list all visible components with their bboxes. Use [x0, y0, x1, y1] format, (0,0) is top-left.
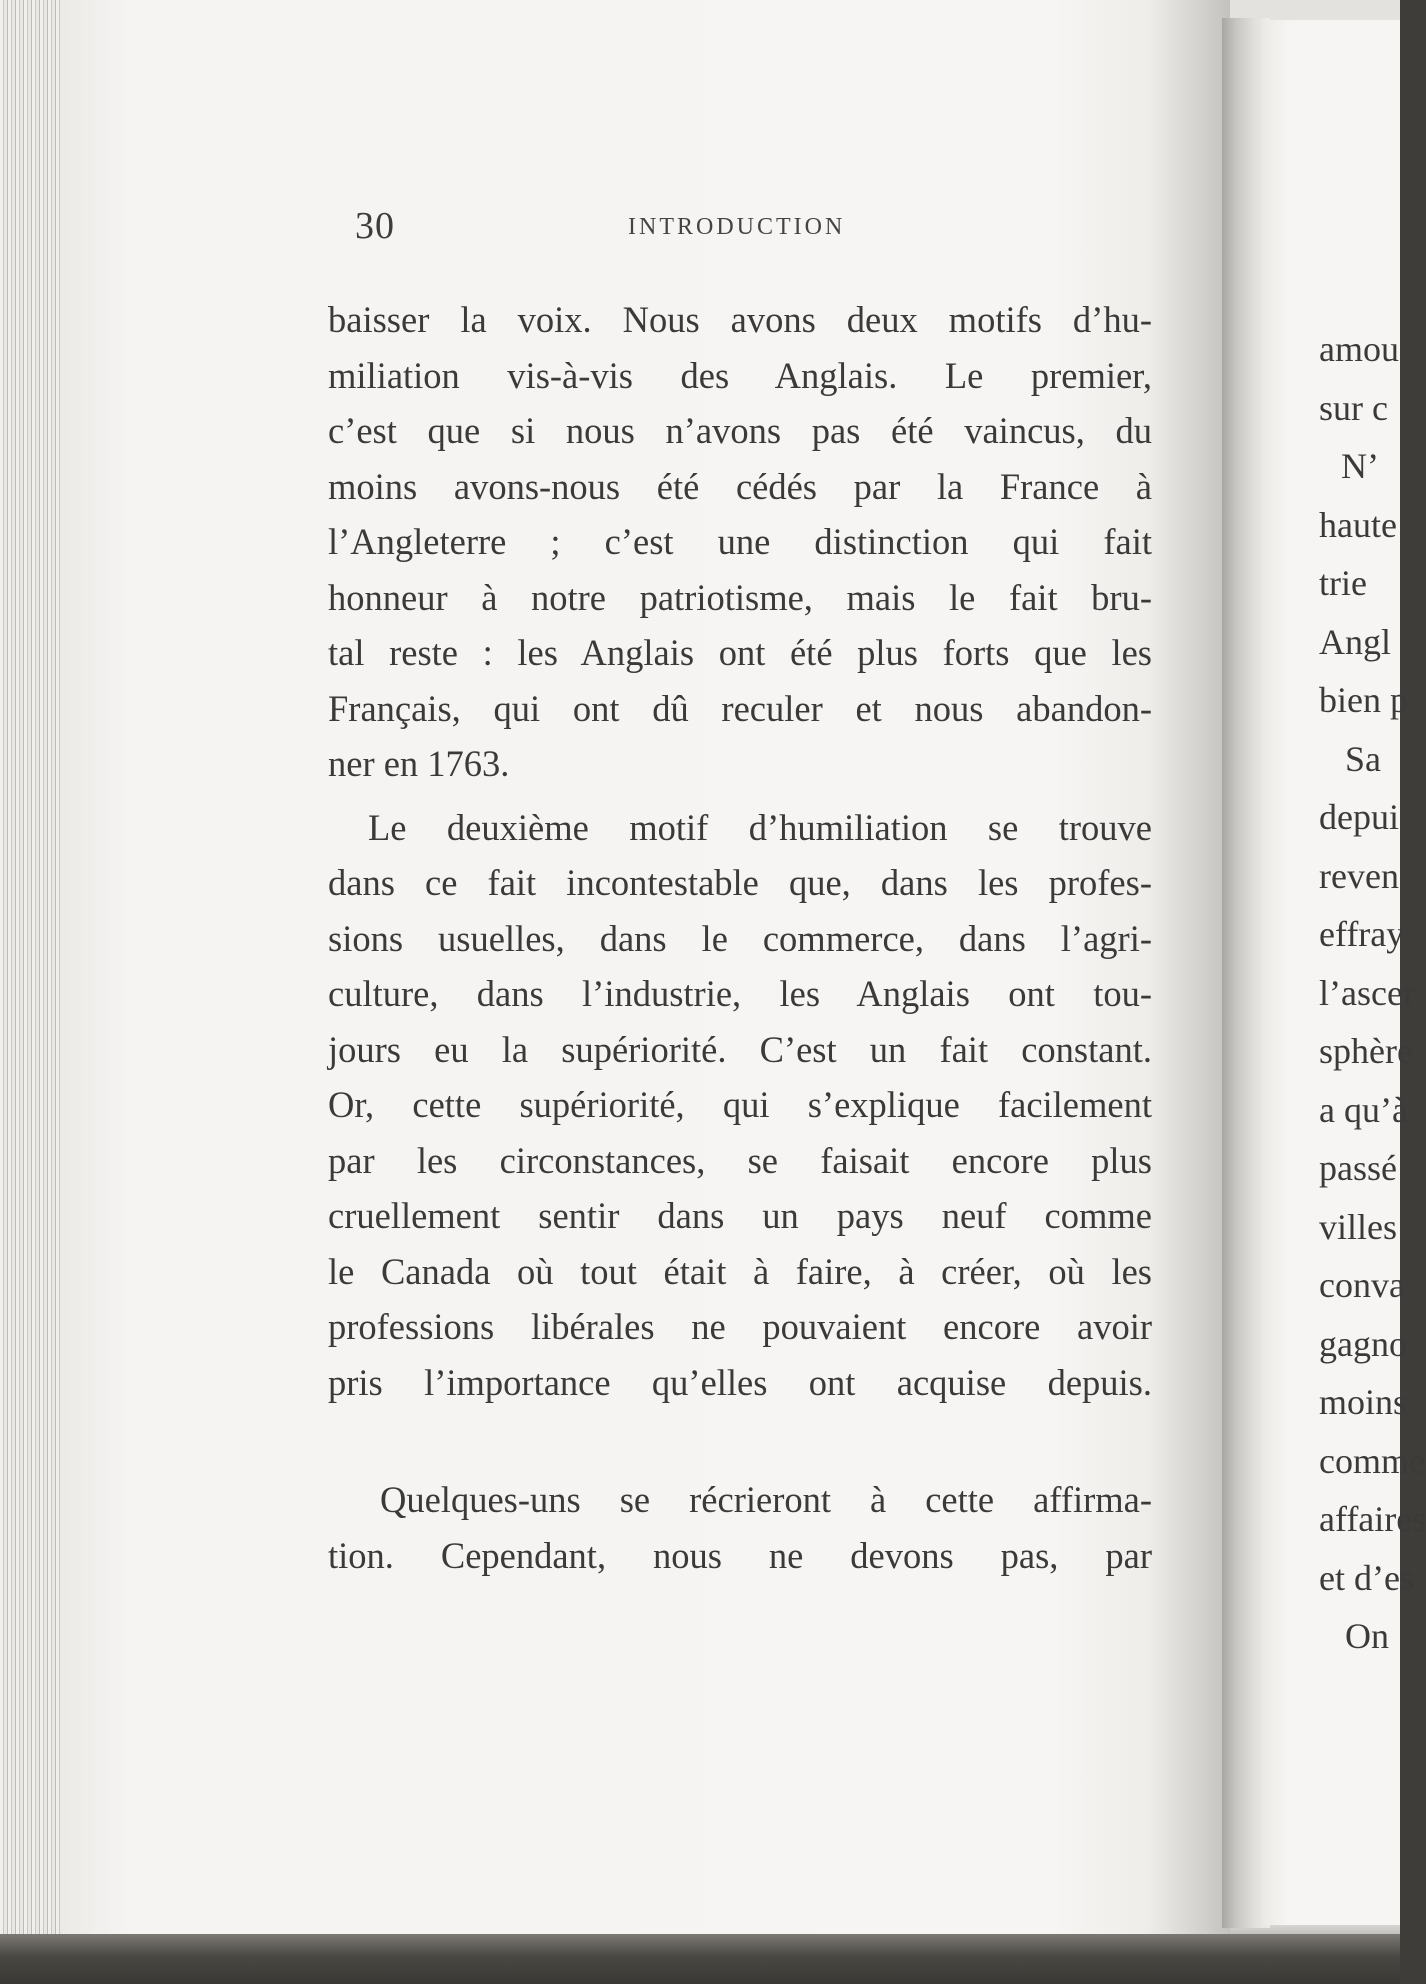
text-line: miliation vis-à-vis des Anglais. Le premier,	[328, 354, 1152, 396]
text-line: culture, dans l’industrie, les Anglais ont tou-	[328, 973, 1152, 1014]
text-line: baisser la voix. Nous avons deux motifs d’hu-	[328, 299, 1152, 340]
text-line: cruellement sentir dans un pays neuf comme	[328, 1195, 1152, 1236]
facing-line: a qu’à	[1319, 1089, 1408, 1130]
paragraph	[328, 800, 1152, 1411]
facing-line: effray	[1319, 914, 1405, 954]
text-line: pris l’importance qu’elles ont acquise depuis.	[328, 1361, 1152, 1403]
facing-page	[1262, 20, 1426, 1925]
text-line: par les circonstances, se faisait encore plus	[328, 1139, 1152, 1181]
facing-line: comme	[1319, 1440, 1425, 1481]
facing-line: Sa	[1345, 738, 1381, 779]
text-line: tal reste : les Anglais ont été plus forts que les	[328, 632, 1152, 673]
facing-line: moins	[1319, 1382, 1408, 1422]
facing-line: conva	[1319, 1265, 1405, 1305]
text-line: professions libérales ne pouvaient encore avoir	[328, 1306, 1152, 1347]
text-line: Le deuxième motif d’humiliation se trouve	[368, 806, 1152, 848]
paragraph-gap	[328, 792, 1152, 800]
text-line: jours eu la supériorité. C’est un fait constant.	[328, 1028, 1152, 1070]
text-line: dans ce fait incontestable que, dans les profes-	[328, 862, 1152, 903]
text-line: ner en 1763.	[328, 743, 510, 784]
text-line: honneur à notre patriotisme, mais le fait bru-	[328, 576, 1152, 618]
facing-line: trie	[1319, 563, 1367, 603]
paragraph-gap	[328, 1410, 1152, 1472]
facing-line: amou	[1319, 329, 1399, 369]
facing-line: sphère	[1319, 1031, 1413, 1071]
facing-line: N’	[1341, 446, 1379, 486]
text-line: moins avons-nous été cédés par la France à	[328, 465, 1152, 507]
facing-line: bien p	[1319, 680, 1408, 720]
text-line: Français, qui ont dû reculer et nous abandon-	[328, 687, 1152, 729]
facing-page-text	[1319, 320, 1426, 1666]
scan-bottom-edge	[0, 1934, 1400, 1984]
text-line: tion. Cependant, nous ne devons pas, par	[328, 1534, 1152, 1576]
facing-line: depui	[1319, 797, 1399, 837]
facing-line: passé	[1319, 1148, 1397, 1188]
facing-line: affaires	[1319, 1499, 1426, 1539]
text-line: le Canada où tout était à faire, à créer, où les	[328, 1250, 1152, 1292]
facing-line: villes	[1319, 1206, 1397, 1247]
facing-line: On	[1345, 1616, 1389, 1656]
text-line: c’est que si nous n’avons pas été vaincus, du	[328, 410, 1152, 451]
paragraph	[328, 292, 1152, 792]
paragraph	[328, 1472, 1152, 1583]
facing-line: gagno	[1319, 1323, 1407, 1364]
text-line: l’Angleterre ; c’est une distinction qui fait	[328, 521, 1152, 562]
text-line: Or, cette supériorité, qui s’explique facilement	[328, 1084, 1152, 1125]
facing-line: et d’es	[1319, 1557, 1414, 1598]
facing-line: l’ascer	[1319, 972, 1415, 1013]
body-text	[328, 292, 1152, 1583]
facing-line: reven	[1319, 855, 1399, 896]
text-line: sions usuelles, dans le commerce, dans l’agri-	[328, 917, 1152, 959]
page-number: 30	[355, 205, 395, 247]
facing-line: haute	[1319, 504, 1397, 545]
running-head: INTRODUCTION	[628, 214, 846, 240]
facing-line: Angl	[1319, 621, 1391, 662]
facing-line: sur c	[1319, 387, 1388, 428]
text-line: Quelques-uns se récrieront à cette affirma-	[380, 1479, 1152, 1520]
